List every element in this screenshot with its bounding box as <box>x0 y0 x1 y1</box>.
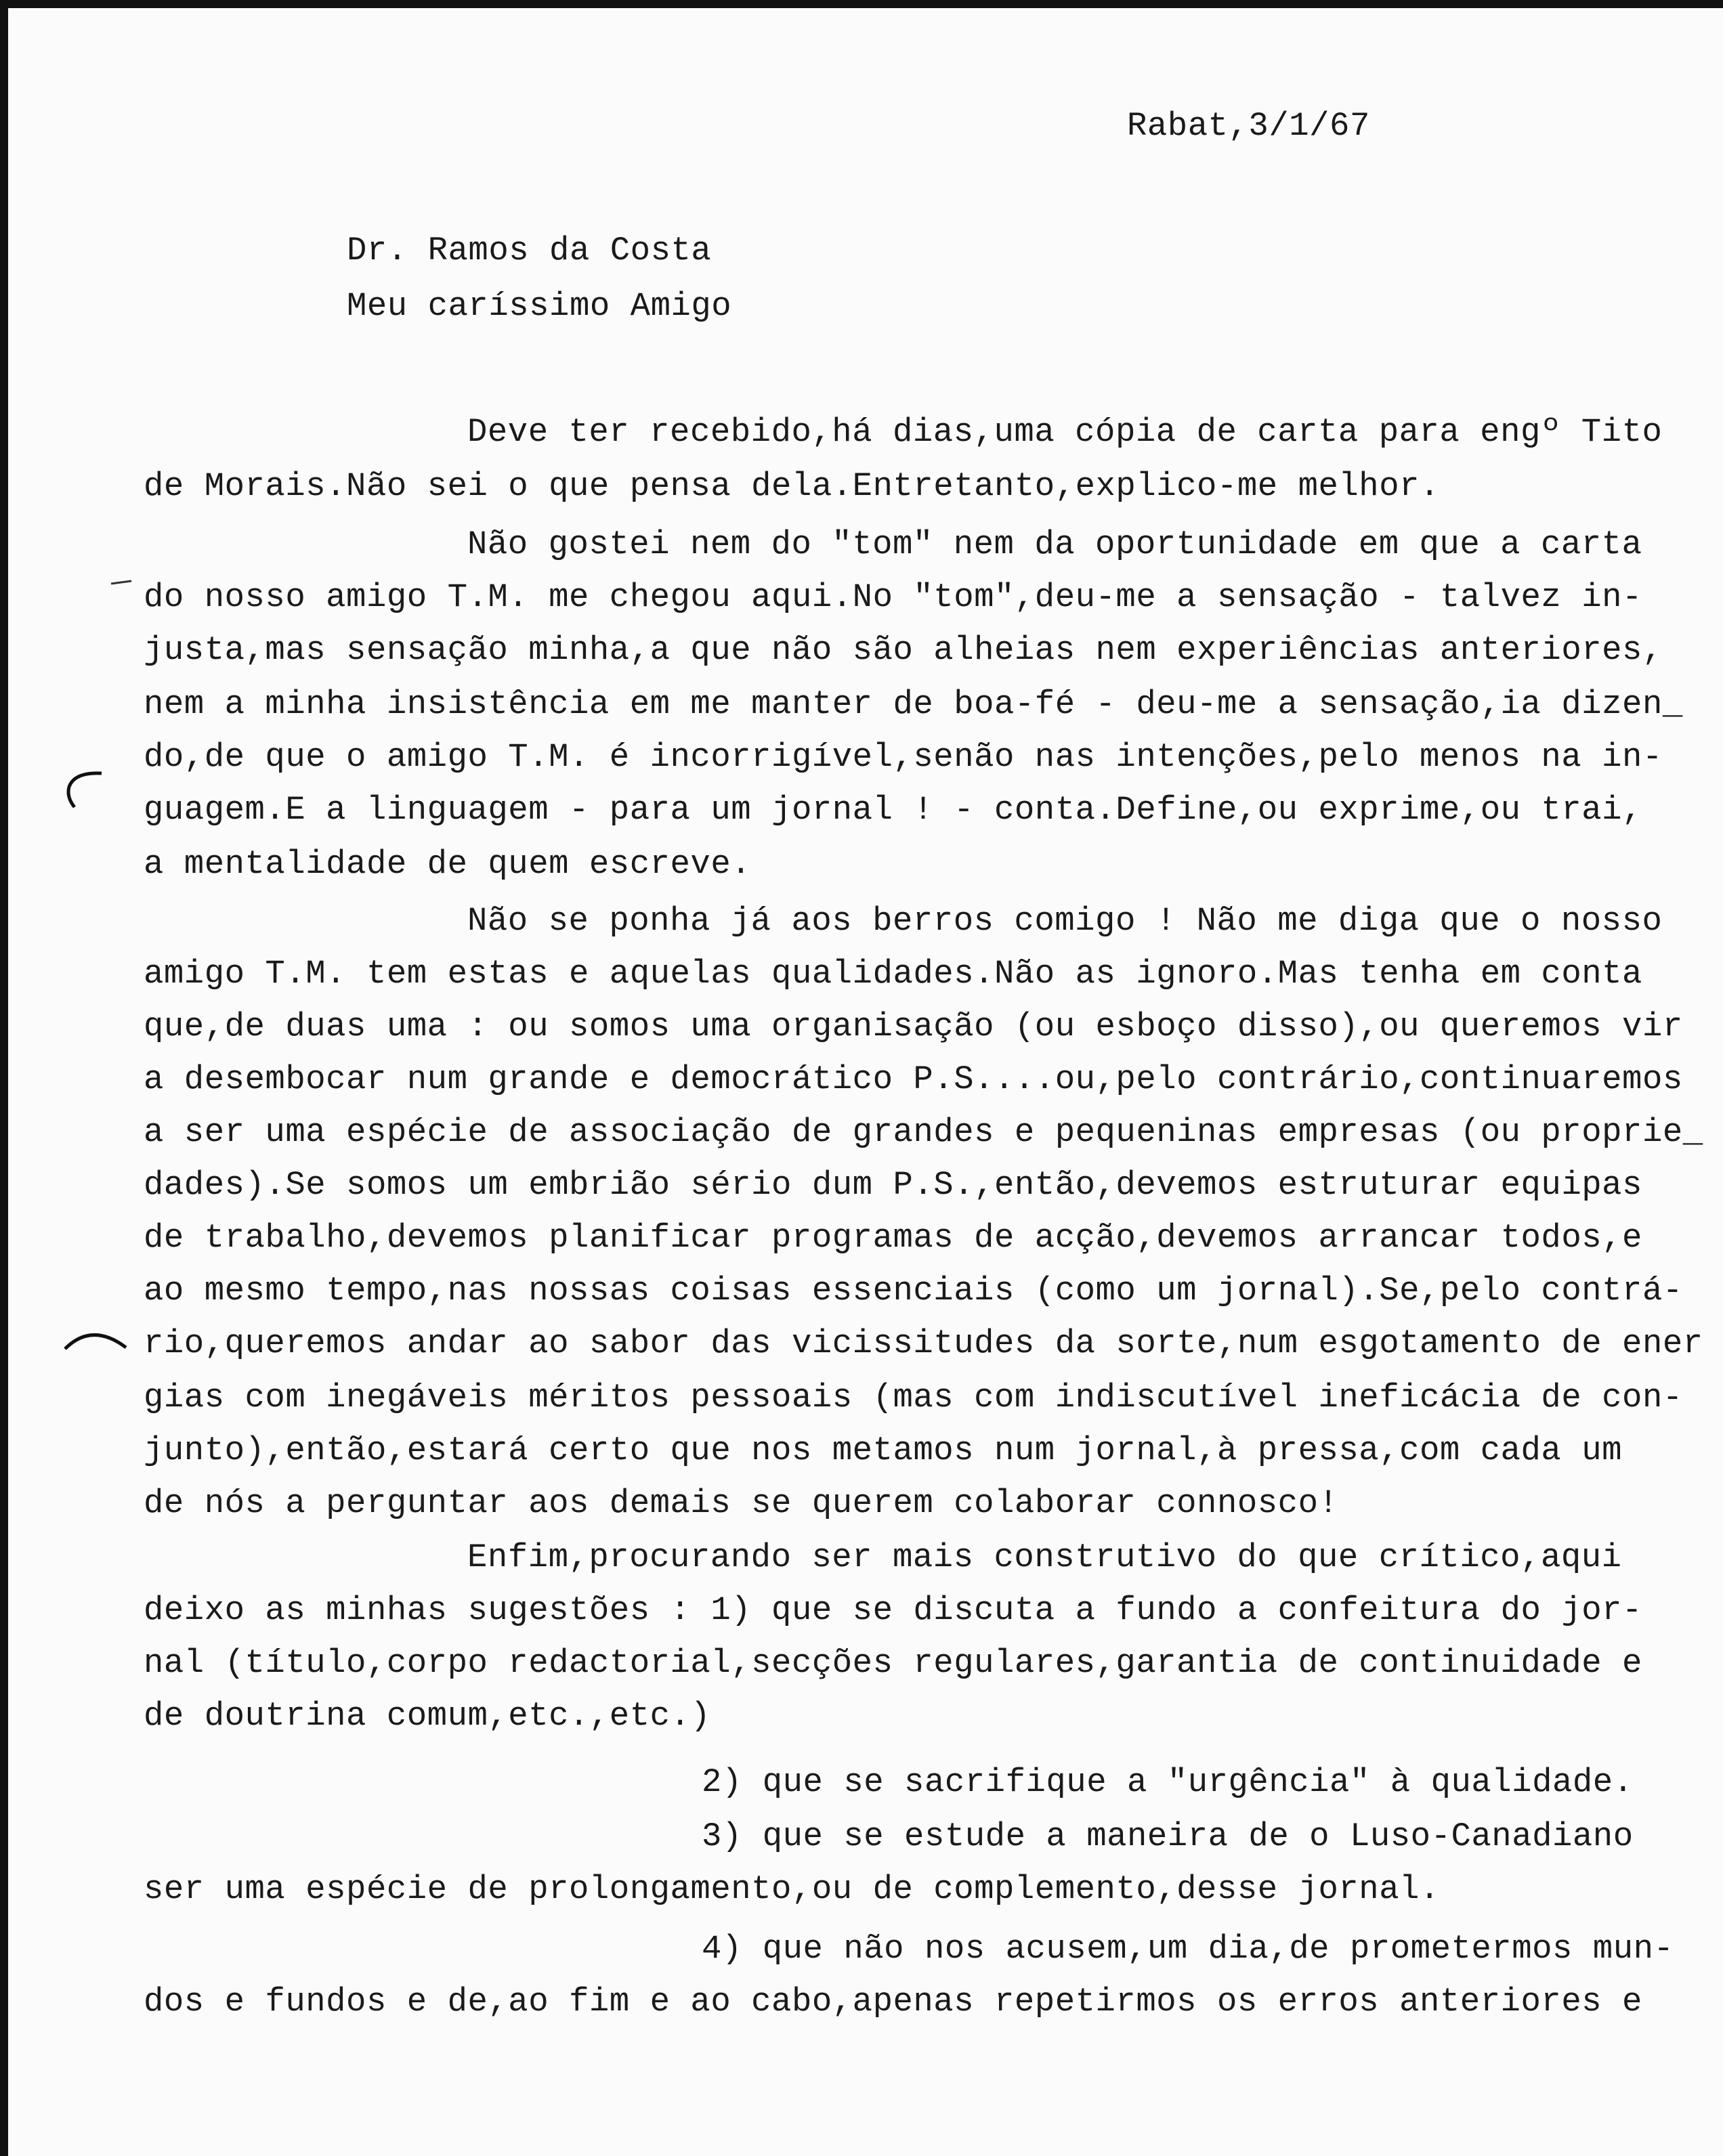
scan-border-top <box>0 0 1723 8</box>
body-line: deixo as minhas sugestões : 1) que se discuta a fundo a confeitura do jor- <box>144 1591 1642 1629</box>
body-line: 3) que se estude a maneira de o Luso-Canadiano <box>702 1817 1634 1855</box>
body-line: Deve ter recebido,há dias,uma cópia de carta para engº Tito <box>467 413 1663 451</box>
body-line: amigo T.M. tem estas e aquelas qualidades.Não as ignoro.Mas tenha em conta <box>144 955 1642 993</box>
body-line: de Morais.Não sei o que pensa dela.Entretanto,explico-me melhor. <box>144 467 1440 505</box>
body-line: do nosso amigo T.M. me chegou aqui.No "tom",deu-me a sensação - talvez in- <box>144 578 1642 616</box>
body-line: dos e fundos e de,ao fim e ao cabo,apenas repetirmos os erros anteriores e <box>144 1983 1642 2021</box>
body-line: de trabalho,devemos planificar programas de acção,devemos arrancar todos,e <box>144 1219 1642 1257</box>
margin-bracket-mark <box>54 760 115 821</box>
margin-dash-mark <box>108 576 135 589</box>
body-line: que,de duas uma : ou somos uma organisação (ou esboço disso),ou queremos vir <box>144 1008 1683 1045</box>
body-line: gias com inegáveis méritos pessoais (mas com indiscutível ineficácia de con- <box>144 1379 1683 1417</box>
body-line: a mentalidade de quem escreve. <box>144 845 752 883</box>
letter-date: Rabat,3/1/67 <box>1127 107 1370 145</box>
body-line: do,de que o amigo T.M. é incorrigível,senão nas intenções,pelo menos na in- <box>144 738 1663 776</box>
body-line: rio,queremos andar ao sabor das vicissitudes da sorte,num esgotamento de ener <box>144 1324 1703 1362</box>
body-line: 4) que não nos acusem,um dia,de prometermos mun- <box>702 1930 1674 1968</box>
body-line: ao mesmo tempo,nas nossas coisas essenciais (como um jornal).Se,pelo contrá- <box>144 1272 1683 1310</box>
margin-arc-mark <box>58 1322 133 1362</box>
body-line: de doutrina comum,etc.,etc.) <box>144 1697 711 1735</box>
body-line: dades).Se somos um embrião sério dum P.S.,então,devemos estruturar equipas <box>144 1166 1642 1204</box>
body-line: 2) que se sacrifique a "urgência" à qualidade. <box>702 1763 1634 1801</box>
body-line: ser uma espécie de prolongamento,ou de complemento,desse jornal. <box>144 1870 1440 1908</box>
recipient-name: Dr. Ramos da Costa <box>347 232 712 270</box>
body-line: nal (título,corpo redactorial,secções regulares,garantia de continuidade e <box>144 1644 1642 1682</box>
body-line: junto),então,estará certo que nos metamos num jornal,à pressa,com cada um <box>144 1431 1623 1469</box>
body-line: nem a minha insistência em me manter de boa-fé - deu-me a sensação,ia dizen_ <box>144 685 1683 723</box>
salutation: Meu caríssimo Amigo <box>347 287 732 325</box>
body-line: Não gostei nem do "tom" nem da oportunidade em que a carta <box>467 525 1642 563</box>
body-line: Enfim,procurando ser mais construtivo do que crítico,aqui <box>467 1538 1622 1576</box>
scan-border-left <box>0 0 8 2156</box>
body-line: guagem.E a linguagem - para um jornal ! - conta.Define,ou exprime,ou trai, <box>144 791 1642 829</box>
body-line: justa,mas sensação minha,a que não são alheias nem experiências anteriores, <box>144 631 1663 669</box>
body-line: Não se ponha já aos berros comigo ! Não me diga que o nosso <box>467 902 1663 940</box>
body-line: a ser uma espécie de associação de grandes e pequeninas empresas (ou proprie_ <box>144 1113 1703 1151</box>
body-line: a desembocar num grande e democrático P.S....ou,pelo contrário,continuaremos <box>144 1060 1683 1098</box>
body-line: de nós a perguntar aos demais se querem colaborar connosco! <box>144 1484 1339 1522</box>
